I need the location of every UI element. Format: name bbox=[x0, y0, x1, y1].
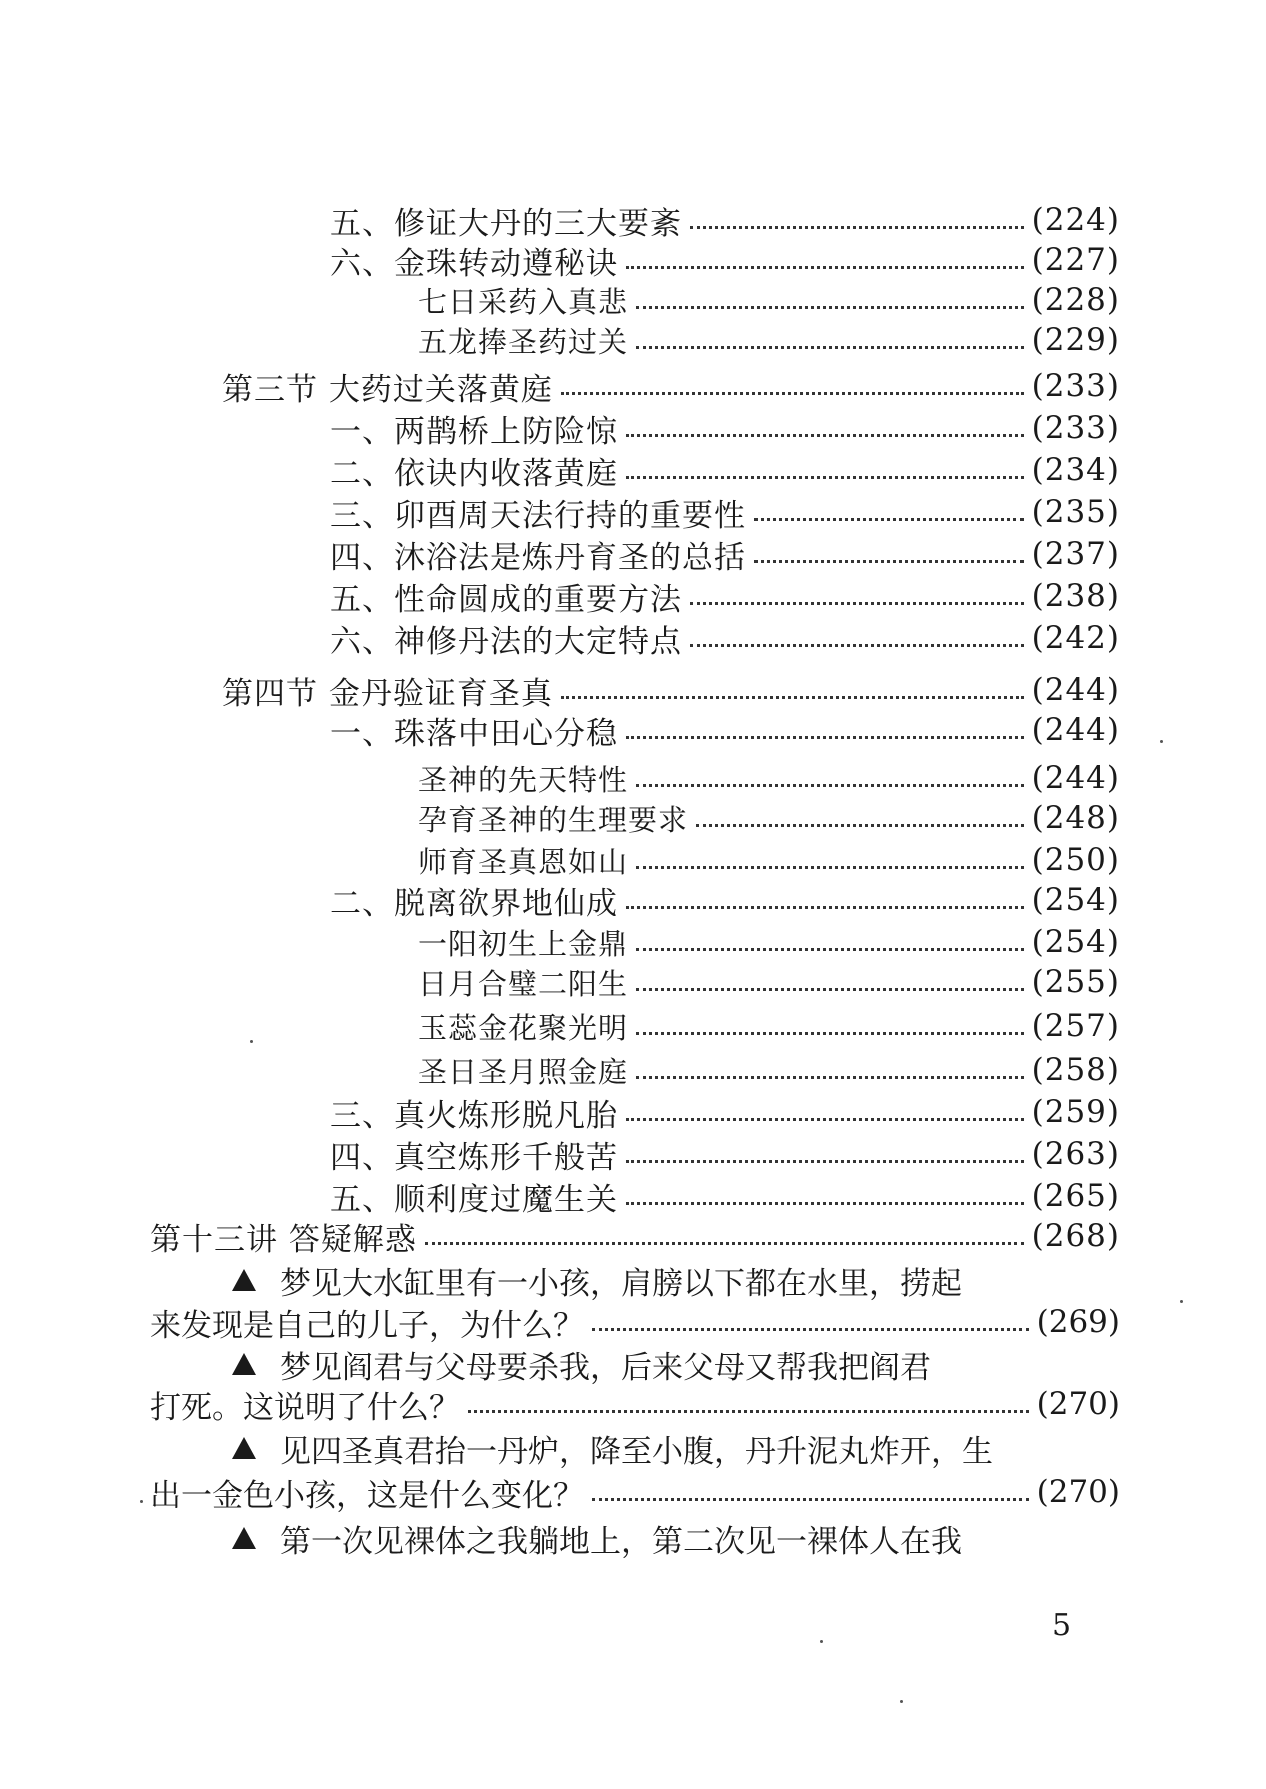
dot-leader bbox=[561, 391, 1024, 395]
scan-speck bbox=[1160, 740, 1163, 743]
question-line-2 bbox=[150, 1302, 1120, 1342]
question-text: 打死。这说明了什么？ bbox=[150, 1389, 460, 1426]
toc-entry-label: 第十三讲 答疑解惑 bbox=[150, 1221, 417, 1258]
toc-entry-label: 一、珠落中田心分稳 bbox=[330, 715, 618, 752]
question-line-2 bbox=[150, 1384, 1120, 1424]
toc-entry-label: 五、顺利度过魔生关 bbox=[330, 1181, 618, 1218]
toc-entry-page: (228) bbox=[1031, 282, 1120, 318]
dot-leader bbox=[690, 601, 1024, 605]
toc-entry bbox=[330, 240, 1120, 280]
toc-entry-label: 七日采药入真悲 bbox=[418, 284, 629, 319]
toc-entry-label: 六、金珠转动遵秘诀 bbox=[330, 245, 618, 282]
toc-entry-page: (244) bbox=[1031, 712, 1120, 748]
toc-entry bbox=[418, 758, 1120, 798]
toc-entry-label: 第三节 大药过关落黄庭 bbox=[222, 371, 553, 408]
scan-speck bbox=[1180, 1300, 1183, 1303]
toc-entry-label: 五、修证大丹的三大要紊 bbox=[330, 205, 682, 242]
toc-entry-label: 师育圣真恩如山 bbox=[418, 844, 629, 879]
toc-entry-page: (259) bbox=[1031, 1094, 1120, 1130]
dot-leader bbox=[636, 305, 1024, 309]
toc-entry-label: 二、依诀内收落黄庭 bbox=[330, 455, 618, 492]
toc-entry bbox=[330, 534, 1120, 574]
triangle-bullet-icon bbox=[232, 1437, 256, 1459]
toc-entry-page: (229) bbox=[1031, 322, 1120, 358]
toc-entry-page: (233) bbox=[1031, 410, 1120, 446]
toc-entry-page: (258) bbox=[1031, 1052, 1120, 1088]
page-number: 5 bbox=[1052, 1608, 1072, 1643]
dot-leader bbox=[626, 1201, 1024, 1205]
toc-entry-page: (237) bbox=[1031, 536, 1120, 572]
toc-entry bbox=[330, 200, 1120, 240]
toc-entry-page: (244) bbox=[1031, 672, 1120, 708]
toc-entry-page: (250) bbox=[1031, 842, 1120, 878]
toc-entry-label: 五龙捧圣药过关 bbox=[418, 324, 629, 359]
toc-entry-label: 圣日圣月照金庭 bbox=[418, 1054, 629, 1089]
toc-entry-label: 玉蕊金花聚光明 bbox=[418, 1010, 629, 1045]
dot-leader bbox=[468, 1409, 1029, 1413]
dot-leader bbox=[626, 735, 1024, 739]
toc-entry bbox=[418, 1050, 1120, 1090]
toc-entry-label: 孕育圣神的生理要求 bbox=[418, 802, 689, 837]
toc-entry-page: (254) bbox=[1031, 882, 1120, 918]
toc-entry-page: (257) bbox=[1031, 1008, 1120, 1044]
toc-entry-page: (227) bbox=[1031, 242, 1120, 278]
toc-entry-page: (255) bbox=[1031, 964, 1120, 1000]
question-text: 第一次见裸体之我躺地上，第二次见一裸体人在我 bbox=[280, 1523, 962, 1560]
toc-entry-label: 六、神修丹法的大定特点 bbox=[330, 623, 682, 660]
toc-entry bbox=[330, 1092, 1120, 1132]
toc-entry-page: (263) bbox=[1031, 1136, 1120, 1172]
toc-entry-label: 一阳初生上金鼎 bbox=[418, 926, 629, 961]
question-page: (270) bbox=[1036, 1474, 1120, 1510]
dot-leader bbox=[696, 823, 1024, 827]
dot-leader bbox=[636, 345, 1024, 349]
question-line-1 bbox=[232, 1518, 1132, 1558]
scan-speck bbox=[900, 1700, 903, 1703]
question-line-1 bbox=[232, 1260, 1132, 1300]
toc-entry bbox=[418, 280, 1120, 320]
question-page: (269) bbox=[1036, 1304, 1120, 1340]
toc-entry bbox=[330, 1134, 1120, 1174]
question-text: 来发现是自己的儿子，为什么？ bbox=[150, 1307, 584, 1344]
dot-leader bbox=[636, 1075, 1024, 1079]
dot-leader bbox=[425, 1241, 1024, 1245]
toc-entry-label: 五、性命圆成的重要方法 bbox=[330, 581, 682, 618]
toc-entry-label: 四、沐浴法是炼丹育圣的总括 bbox=[330, 539, 746, 576]
toc-entry-page: (235) bbox=[1031, 494, 1120, 530]
dot-leader bbox=[636, 1031, 1024, 1035]
toc-entry-page: (244) bbox=[1031, 760, 1120, 796]
toc-entry bbox=[418, 1006, 1120, 1046]
question-text: 梦见阎君与父母要杀我，后来父母又帮我把阎君 bbox=[280, 1349, 931, 1386]
triangle-bullet-icon bbox=[232, 1269, 256, 1291]
dot-leader bbox=[626, 265, 1024, 269]
toc-entry bbox=[418, 798, 1120, 838]
dot-leader bbox=[636, 783, 1024, 787]
toc-entry bbox=[418, 922, 1120, 962]
toc-entry bbox=[330, 492, 1120, 532]
toc-entry-label: 二、脱离欲界地仙成 bbox=[330, 885, 618, 922]
toc-entry-page: (268) bbox=[1031, 1218, 1120, 1254]
toc-entry bbox=[330, 1176, 1120, 1216]
toc-entry bbox=[330, 710, 1120, 750]
triangle-bullet-icon bbox=[232, 1353, 256, 1375]
toc-entry bbox=[418, 962, 1120, 1002]
triangle-bullet-icon bbox=[232, 1527, 256, 1549]
scan-speck bbox=[250, 1040, 253, 1043]
toc-entry-page: (265) bbox=[1031, 1178, 1120, 1214]
dot-leader bbox=[626, 1117, 1024, 1121]
toc-entry bbox=[222, 670, 1120, 710]
toc-entry-page: (242) bbox=[1031, 620, 1120, 656]
scan-speck bbox=[820, 1640, 823, 1643]
toc-entry bbox=[150, 1216, 1120, 1256]
toc-entry-page: (254) bbox=[1031, 924, 1120, 960]
toc-entry-page: (248) bbox=[1031, 800, 1120, 836]
question-line-1 bbox=[232, 1344, 1132, 1384]
toc-entry-page: (234) bbox=[1031, 452, 1120, 488]
dot-leader bbox=[626, 1159, 1024, 1163]
question-text: 梦见大水缸里有一小孩，肩膀以下都在水里，捞起 bbox=[280, 1265, 962, 1302]
question-line-2 bbox=[150, 1472, 1120, 1512]
toc-entry-label: 四、真空炼形千般苦 bbox=[330, 1139, 618, 1176]
dot-leader bbox=[592, 1327, 1029, 1331]
dot-leader bbox=[626, 475, 1024, 479]
toc-entry-label: 三、真火炼形脱凡胎 bbox=[330, 1097, 618, 1134]
toc-entry bbox=[330, 576, 1120, 616]
question-text: 见四圣真君抬一丹炉，降至小腹，丹升泥丸炸开，生 bbox=[280, 1433, 993, 1470]
dot-leader bbox=[636, 947, 1024, 951]
toc-entry-page: (224) bbox=[1031, 202, 1120, 238]
toc-entry-page: (238) bbox=[1031, 578, 1120, 614]
toc-entry-page: (233) bbox=[1031, 368, 1120, 404]
toc-entry-label: 圣神的先天特性 bbox=[418, 762, 629, 797]
toc-entry-label: 日月合璧二阳生 bbox=[418, 966, 629, 1001]
dot-leader bbox=[690, 225, 1024, 229]
toc-entry bbox=[222, 366, 1120, 406]
toc-entry-label: 三、卯酉周天法行持的重要性 bbox=[330, 497, 746, 534]
toc-entry bbox=[330, 618, 1120, 658]
toc-entry bbox=[418, 840, 1120, 880]
dot-leader bbox=[690, 643, 1024, 647]
question-line-1 bbox=[232, 1428, 1132, 1468]
toc-entry bbox=[330, 408, 1120, 448]
dot-leader bbox=[754, 517, 1024, 521]
question-page: (270) bbox=[1036, 1386, 1120, 1422]
dot-leader bbox=[754, 559, 1024, 563]
toc-entry bbox=[330, 880, 1120, 920]
question-text: 出一金色小孩，这是什么变化？ bbox=[150, 1477, 584, 1514]
toc-entry-label: 一、两鹊桥上防险惊 bbox=[330, 413, 618, 450]
dot-leader bbox=[636, 987, 1024, 991]
dot-leader bbox=[626, 905, 1024, 909]
scan-speck bbox=[140, 1500, 143, 1503]
toc-entry-label: 第四节 金丹验证育圣真 bbox=[222, 675, 553, 712]
dot-leader bbox=[626, 433, 1024, 437]
dot-leader bbox=[636, 865, 1024, 869]
dot-leader bbox=[592, 1497, 1029, 1501]
dot-leader bbox=[561, 695, 1024, 699]
toc-entry bbox=[418, 320, 1120, 360]
toc-entry bbox=[330, 450, 1120, 490]
